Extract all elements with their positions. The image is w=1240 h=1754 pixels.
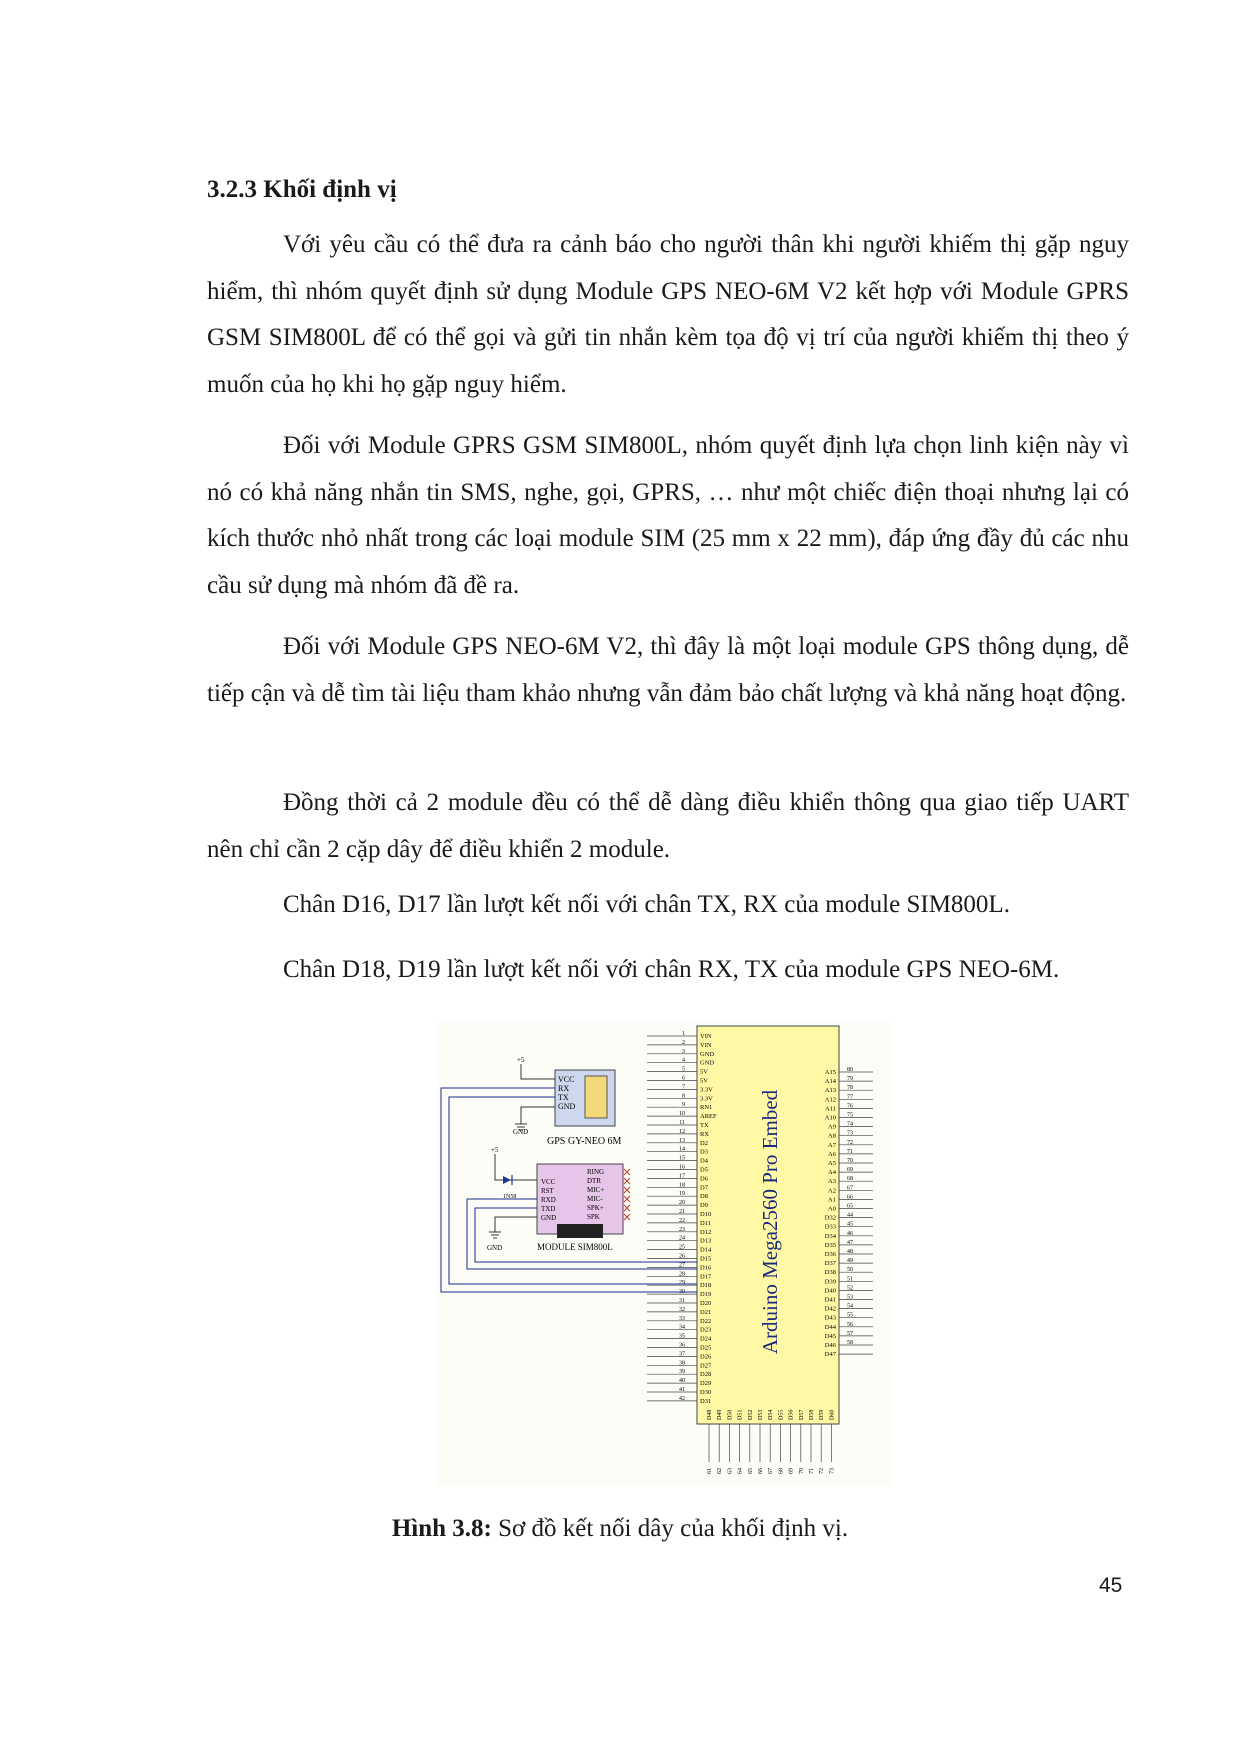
gps-antenna [585,1076,607,1118]
sim800l-chip [557,1224,603,1238]
sim-pin-rxd: RXD [541,1196,556,1204]
right-pin-label: D39 [824,1278,836,1286]
left-pin-label: GND [700,1059,715,1067]
left-pin-number: 22 [679,1217,685,1224]
bottom-pin-number: 66 [758,1468,764,1474]
right-pin-number: 48 [847,1249,853,1255]
right-pin-number: 57 [847,1330,853,1337]
right-pin-number: 72 [847,1139,853,1146]
left-pin-number: 27 [679,1262,685,1269]
bottom-pin-label: D57 [798,1409,805,1420]
bottom-pin-label: D53 [758,1409,764,1420]
left-pin-number: 19 [679,1191,685,1198]
right-pin-number: 74 [847,1121,853,1128]
page-number: 45 [1099,1574,1123,1597]
right-pin-label: A6 [828,1150,836,1158]
right-pin-label: A3 [828,1178,836,1186]
left-pin-number: 10 [679,1111,685,1118]
unconnected-x-icon [624,1169,630,1175]
bottom-pin-number: 72 [819,1468,826,1474]
left-pin-label: D7 [700,1184,708,1192]
left-pin-label: D9 [700,1202,708,1210]
left-pin-label: D13 [700,1237,712,1245]
bottom-pin-number: 68 [778,1468,785,1474]
left-pin-label: 3.3V [700,1086,713,1094]
paragraph-4: Đồng thời cả 2 module đều có thể dễ dàng điều khiển thông qua giao tiếp UART nên chỉ cần 2 cặp dây để điều khiển 2 module. [207,789,1129,863]
right-pin-label: A15 [824,1069,836,1076]
gps-pin-vcc: VCC [558,1075,575,1084]
sim-pin-gnd: GND [541,1214,557,1222]
left-pin-label: D27 [700,1362,712,1370]
right-pin-number: 55 [847,1312,853,1319]
left-pin-label: 5V [700,1068,708,1076]
bottom-pin-number: 63 [727,1468,734,1474]
left-pin-label: D19 [700,1291,712,1299]
right-pin-label: D47 [824,1351,836,1359]
unconnected-x-icon [624,1214,630,1220]
right-pin-label: A0 [828,1205,836,1213]
gps-ground-label: GND [513,1128,529,1136]
left-pin-number: 3 [682,1048,685,1055]
bottom-pin-number: 61 [707,1468,713,1474]
right-pin-label: D32 [824,1214,836,1222]
bottom-pin-label: D55 [778,1409,785,1420]
left-pin-label: D18 [700,1282,712,1290]
right-pin-number: 45 [847,1221,853,1228]
right-pin-label: A7 [828,1141,836,1149]
bottom-pin-label: D52 [747,1409,754,1420]
left-pin-label: D4 [700,1157,708,1165]
sim-supply-label: +5 [491,1146,499,1154]
left-pin-number: 28 [679,1271,685,1278]
left-pin-number: 16 [679,1164,685,1171]
right-pin-number: 51 [847,1276,853,1283]
left-pin-label: D5 [700,1166,708,1174]
bottom-pin-number: 62 [717,1468,724,1474]
unconnected-x-icon [624,1187,630,1193]
bottom-pin-label: D58 [809,1409,815,1420]
left-pin-number: 41 [679,1387,685,1393]
right-pin-label: D45 [824,1332,836,1340]
wiring-diagram-svg [437,1022,893,1486]
sim-pin-txd: TXD [541,1205,556,1213]
right-pin-number: 77 [847,1094,853,1101]
right-pin-number: 54 [847,1303,853,1310]
left-pin-number: 15 [679,1155,685,1162]
paragraph-3: Đối với Module GPS NEO-6M V2, thì đây là một loại module GPS thông dụng, dễ tiếp cận và dễ tìm tài liệu tham khảo nhưng vẫn đảm bảo chất lượng và khả năng hoạt động. [207,633,1129,707]
bottom-pin-number: 71 [809,1468,815,1474]
left-pin-number: 31 [679,1298,685,1304]
right-pin-number: 78 [847,1085,853,1092]
left-pin-label: D6 [700,1175,708,1183]
left-pin-number: 42 [679,1395,685,1402]
left-pin-number: 13 [679,1137,685,1144]
right-pin-label: D36 [824,1251,836,1258]
left-pin-label: VIN [700,1033,712,1040]
unconnected-x-icon [624,1196,630,1202]
right-pin-label: A8 [828,1132,836,1140]
bottom-pin-number: 73 [829,1468,836,1474]
gps-vcc-wire [521,1064,555,1079]
left-pin-number: 29 [679,1280,685,1287]
left-pin-label: D17 [700,1273,712,1281]
left-pin-number: 11 [679,1120,685,1126]
left-pin-number: 6 [682,1075,685,1082]
left-pin-number: 2 [682,1039,685,1046]
unconnected-pin-marks [624,1169,630,1220]
paragraph-2: Đối với Module GPRS GSM SIM800L, nhóm quyết định lựa chọn linh kiện này vì nó có khả năng nhắn tin SMS, nghe, gọi, GPRS, … như một chiếc điện thoại nhưng lại có kích thước nhỏ nhất trong các loại module SIM (25 mm x 22 mm), đáp ứng đầy đủ các nhu cầu sử dụng mà nhóm đã đề ra. [207,432,1129,599]
wiring-diagram [437,1022,893,1486]
bottom-pin-label: D49 [717,1409,724,1420]
right-pin-label: D38 [824,1269,836,1277]
left-pin-number: 5 [682,1066,685,1073]
left-pin-number: 21 [679,1209,685,1215]
left-pin-number: 36 [679,1342,685,1349]
diode-icon [503,1176,511,1184]
left-pin-number: 37 [679,1351,685,1358]
right-pin-number: 53 [847,1294,853,1301]
unconnected-x-icon [624,1205,630,1211]
left-pin-number: 24 [679,1235,685,1242]
left-pin-label: D23 [700,1326,712,1334]
right-pin-label: D40 [824,1287,836,1295]
left-pin-label: D14 [700,1246,712,1254]
right-pin-number: 44 [847,1212,853,1219]
right-pin-number: 79 [847,1076,853,1083]
right-pin-number: 58 [847,1340,853,1346]
right-pin-number: 46 [847,1230,853,1237]
right-pin-number: 66 [847,1194,853,1201]
left-pin-label: D28 [700,1371,712,1379]
left-pin-label: AREF [700,1113,717,1121]
figure-caption [0,1515,1240,1543]
bottom-pin-label: D56 [788,1409,795,1420]
bottom-pin-number: 67 [768,1468,775,1474]
bottom-pin-label: D59 [819,1409,826,1420]
right-pin-label: D35 [824,1241,836,1249]
bottom-pin-label: D48 [707,1409,713,1420]
right-pin-label: D44 [824,1323,836,1331]
right-pin-number: 47 [847,1239,853,1246]
left-pin-label: VIN [700,1041,712,1049]
right-pin-label: D43 [824,1314,836,1322]
right-pin-number: 71 [847,1148,853,1155]
left-pin-label: GND [700,1050,715,1058]
left-pin-label: D8 [700,1193,708,1201]
right-pin-label: A11 [825,1105,836,1113]
right-pin-label: D46 [824,1342,836,1349]
right-pin-number: 49 [847,1258,853,1265]
left-pin-number: 40 [679,1378,685,1385]
paragraph-1: Với yêu cầu có thể đưa ra cảnh báo cho người thân khi người khiếm thị gặp nguy hiểm, thì nhóm quyết định sử dụng Module GPS NEO-6M V2 kết hợp với Module GPRS GSM SIM800L để có thể gọi và gửi tin nhắn kèm tọa độ vị trí của người khiếm thị theo ý muốn của họ khi họ gặp nguy hiểm. [207,231,1129,398]
bottom-pin-number: 65 [747,1468,754,1474]
left-pin-label: D30 [700,1389,712,1396]
left-pin-label: D24 [700,1335,712,1343]
sim-pin-spk-plus: SPK+ [587,1204,604,1212]
bottom-pin-label: D51 [737,1409,744,1420]
gps-supply-label: +5 [517,1056,525,1064]
left-pin-label: 5V [700,1077,708,1085]
board-title: Arduino Mega2560 Pro Embed [758,1089,782,1355]
right-pin-label: A12 [824,1096,836,1104]
left-pin-number: 38 [679,1360,685,1367]
left-pin-number: 39 [679,1369,685,1376]
right-pin-label: D33 [824,1223,836,1231]
left-pin-label: D15 [700,1255,712,1263]
right-pin-number: 70 [847,1158,853,1164]
sim-ground-label: GND [487,1244,503,1252]
gps-pin-tx: TX [558,1093,569,1102]
sim-ground-icon [489,1232,501,1238]
pin-connection-line-1: Chân D16, D17 lần lượt kết nối với chân TX, RX của module SIM800L. [283,891,1010,918]
gps-pin-gnd: GND [558,1102,576,1111]
gps-gnd-wire [521,1107,555,1124]
left-pin-number: 8 [682,1093,685,1100]
left-pin-label: D25 [700,1344,712,1352]
left-pin-number: 1 [682,1031,685,1037]
left-pin-number: 7 [682,1084,685,1091]
bottom-pin-label: D54 [768,1409,775,1420]
left-pin-number: 34 [679,1324,685,1331]
left-pin-label: D3 [700,1148,708,1156]
left-pin-number: 20 [679,1200,685,1207]
right-pin-number: 67 [847,1185,853,1192]
left-pin-label: RX [700,1130,710,1138]
left-pin-number: 35 [679,1333,685,1340]
right-pin-label: A2 [828,1187,836,1195]
right-pin-label: A13 [824,1087,836,1095]
left-pin-label: TX [700,1122,709,1129]
diode-label: 1N58 [503,1194,517,1200]
right-pin-number: 73 [847,1130,853,1137]
right-pin-number: 69 [847,1167,853,1174]
left-pin-number: 9 [682,1102,685,1109]
sim-pin-mic-minus: MIC- [587,1195,603,1203]
left-pin-label: D29 [700,1380,712,1388]
left-pin-label: D20 [700,1300,712,1307]
left-pin-label: D16 [700,1264,712,1272]
right-pin-number: 75 [847,1112,853,1119]
left-pin-number: 17 [679,1173,685,1180]
left-pin-label: D2 [700,1139,708,1147]
left-pin-number: 32 [679,1306,685,1313]
sim-vcc-wire [495,1154,537,1180]
right-pin-number: 56 [847,1321,853,1328]
right-pin-number: 65 [847,1203,853,1210]
sim-pin-ring: RING [587,1168,605,1176]
right-pin-label: A9 [828,1123,836,1131]
figure-caption-text: Sơ đồ kết nối dây của khối định vị. [491,1515,849,1542]
right-pin-number: 76 [847,1103,853,1110]
gps-module-label: GPS GY-NEO 6M [547,1136,622,1147]
right-pin-number: 80 [847,1067,853,1073]
sim-pin-mic-plus: MIC+ [587,1186,605,1194]
left-pin-label: D26 [700,1353,712,1361]
right-pin-number: 50 [847,1267,853,1274]
left-pin-label: RN1 [700,1104,713,1112]
right-pin-label: D42 [824,1305,836,1313]
left-pin-label: D22 [700,1317,712,1325]
right-pin-label: D34 [824,1232,836,1240]
bottom-pin-number: 70 [798,1468,805,1474]
left-pin-label: D21 [700,1308,712,1316]
sim-pin-dtr: DTR [587,1177,601,1185]
pin-connection-line-2: Chân D18, D19 lần lượt kết nối với chân RX, TX của module GPS NEO-6M. [283,956,1060,983]
section-heading: 3.2.3 Khối định vị [207,176,397,203]
left-pin-number: 12 [679,1128,685,1135]
left-pin-number: 26 [679,1253,685,1260]
right-pin-label: D37 [824,1260,836,1268]
sim-pin-vcc: VCC [541,1178,556,1186]
right-pin-label: A5 [828,1160,836,1167]
left-pin-number: 14 [679,1146,685,1153]
left-pin-label: D10 [700,1211,712,1218]
left-pin-number: 4 [682,1057,685,1064]
right-pin-label: D41 [824,1296,836,1304]
left-pin-number: 25 [679,1244,685,1251]
gps-module [513,1056,622,1147]
bottom-pin-label: D50 [727,1409,734,1420]
left-pin-label: D31 [700,1397,712,1405]
gps-pin-rx: RX [558,1084,570,1093]
left-pin-number: 30 [679,1289,685,1296]
figure-caption-label: Hình 3.8: [391,1515,492,1542]
right-pin-label: A4 [828,1169,836,1177]
left-pin-number: 33 [679,1315,685,1322]
right-pin-label: A14 [824,1078,836,1086]
sim-pin-rst: RST [541,1187,554,1195]
sim-gnd-wire [495,1217,537,1232]
bottom-pin-number: 64 [737,1468,744,1474]
right-pin-label: A10 [824,1114,836,1122]
bottom-pin-number: 69 [788,1468,795,1474]
left-pin-label: 3.3V [700,1095,713,1103]
left-pin-label: D12 [700,1228,712,1236]
right-pin-number: 68 [847,1176,853,1183]
bottom-pin-label: D60 [829,1409,836,1420]
left-pin-group [647,1031,717,1405]
sim-pin-spk: SPK [587,1213,600,1221]
left-pin-number: 18 [679,1182,685,1189]
left-pin-number: 23 [679,1226,685,1233]
sim800l-module-label: MODULE SIM800L [537,1242,613,1252]
left-pin-label: D11 [700,1219,711,1227]
right-pin-label: A1 [828,1196,836,1204]
right-pin-number: 52 [847,1285,853,1292]
unconnected-x-icon [624,1178,630,1184]
